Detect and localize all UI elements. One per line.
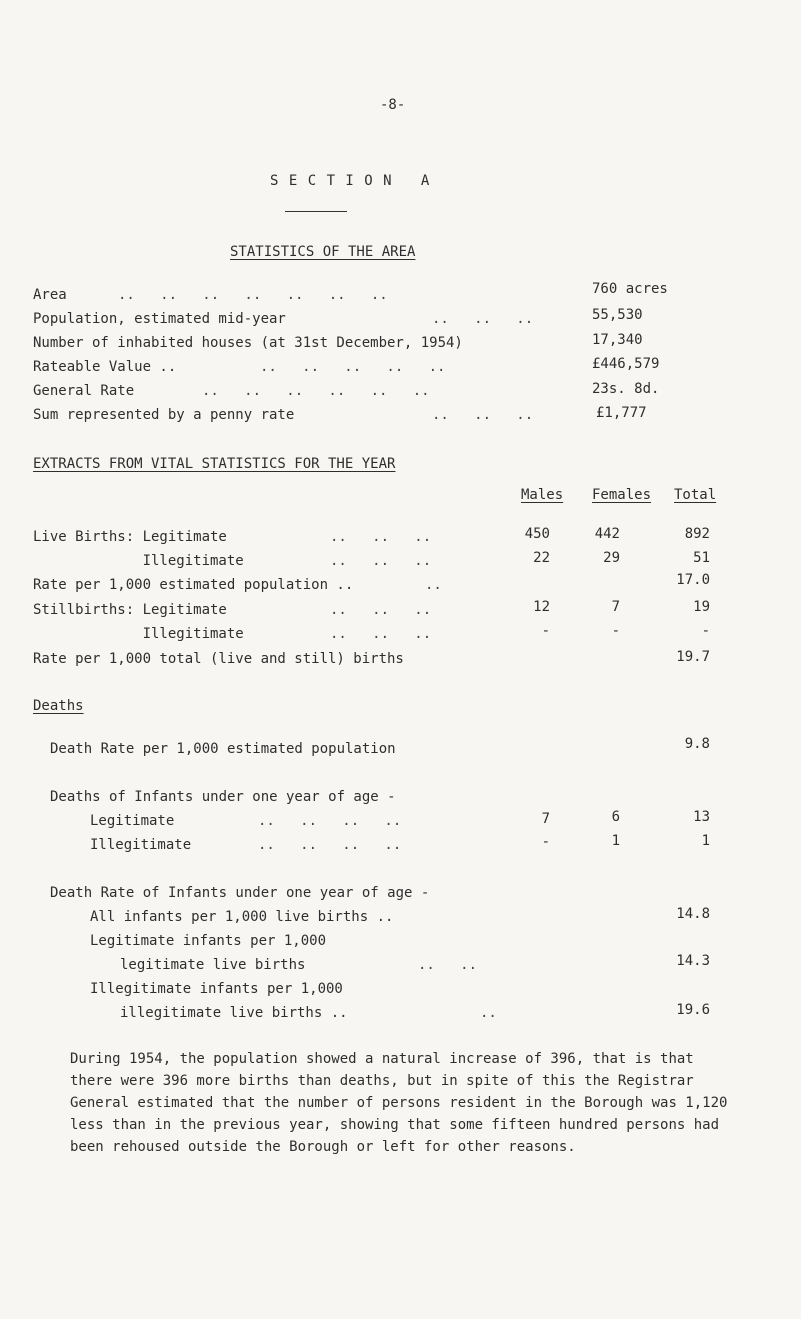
infant-row-males: 7 <box>541 811 550 827</box>
area-dots: .. .. .. .. .. .. .. <box>118 287 388 303</box>
col-total: Total <box>674 487 717 503</box>
infant-row-females: 6 <box>611 809 620 825</box>
rateable-value-label: Rateable Value .. <box>33 359 177 375</box>
births-row-total: 19 <box>693 599 710 615</box>
births-row-label: Illegitimate <box>33 553 244 569</box>
area-label: Area <box>33 287 67 303</box>
births-row-females: 7 <box>611 599 620 615</box>
infant-rate-heading: Death Rate of Infants under one year of age - <box>50 885 430 901</box>
infant-row-label: Legitimate <box>90 813 175 829</box>
births-row-females: 29 <box>603 550 620 566</box>
houses-label: Number of inhabited houses (at 31st December, 1954) <box>33 335 463 351</box>
infant-rate-legit-dots: .. .. <box>418 957 478 973</box>
births-row-dots: .. .. .. <box>330 626 432 642</box>
infant-row-dots: .. .. .. .. <box>258 837 402 853</box>
births-row-label: Illegitimate <box>33 626 244 642</box>
area-value: 760 acres <box>592 281 668 297</box>
births-row-label: Stillbirths: Legitimate <box>33 602 227 618</box>
births-row-females: 442 <box>594 526 620 542</box>
page-number: -8- <box>380 97 406 113</box>
infant-rate-legit-line2: legitimate live births <box>120 957 306 973</box>
infant-row-total: 13 <box>693 809 710 825</box>
houses-value: 17,340 <box>592 332 643 348</box>
births-row-males: - <box>541 623 550 639</box>
infant-row-males: - <box>541 834 550 850</box>
rateable-value: £446,579 <box>592 356 660 372</box>
births-row-label: Rate per 1,000 total (live and still) births <box>33 651 404 667</box>
infant-rate-all-label: All infants per 1,000 live births .. <box>90 909 394 925</box>
col-males: Males <box>521 487 564 503</box>
births-row-label: Live Births: Legitimate <box>33 529 227 545</box>
births-row-males: 450 <box>524 526 550 542</box>
population-value: 55,530 <box>592 307 643 323</box>
births-row-label: Rate per 1,000 estimated population .. <box>33 577 354 593</box>
col-females: Females <box>592 487 652 503</box>
births-row-total: 19.7 <box>676 649 710 665</box>
births-row-females: - <box>611 623 620 639</box>
infant-deaths-heading: Deaths of Infants under one year of age - <box>50 789 396 805</box>
penny-rate-label: Sum represented by a penny rate <box>33 407 295 423</box>
death-rate-label: Death Rate per 1,000 estimated population <box>50 741 396 757</box>
births-row-total: - <box>701 623 710 639</box>
infant-rate-illegit-value: 19.6 <box>676 1002 710 1018</box>
infant-rate-legit-line1: Legitimate infants per 1,000 <box>90 933 327 949</box>
population-label: Population, estimated mid-year <box>33 311 286 327</box>
rateable-value-dots: .. .. .. .. .. <box>260 359 446 375</box>
births-row-males: 22 <box>533 550 550 566</box>
general-rate-value: 23s. 8d. <box>592 381 660 397</box>
general-rate-label: General Rate <box>33 383 135 399</box>
births-row-dots: .. .. .. <box>330 529 432 545</box>
infant-rate-all-value: 14.8 <box>676 906 710 922</box>
infant-rate-illegit-line1: Illegitimate infants per 1,000 <box>90 981 343 997</box>
births-row-males: 12 <box>533 599 550 615</box>
infant-row-females: 1 <box>611 833 620 849</box>
infant-rate-illegit-line2: illegitimate live births .. <box>120 1005 348 1021</box>
infant-row-dots: .. .. .. .. <box>258 813 402 829</box>
section-divider <box>285 211 347 212</box>
infant-row-label: Illegitimate <box>90 837 192 853</box>
infant-rate-illegit-dots: .. <box>480 1005 497 1021</box>
general-rate-dots: .. .. .. .. .. .. <box>202 383 430 399</box>
death-rate-value: 9.8 <box>684 736 710 752</box>
penny-rate-dots: .. .. .. <box>432 407 534 423</box>
infant-rate-legit-value: 14.3 <box>676 953 710 969</box>
infant-row-total: 1 <box>701 833 710 849</box>
vital-heading: EXTRACTS FROM VITAL STATISTICS FOR THE YEAR <box>33 456 396 472</box>
section-title: S E C T I O N A <box>270 173 431 189</box>
births-row-dots: .. <box>425 577 442 593</box>
population-dots: .. .. .. <box>432 311 534 327</box>
closing-paragraph: During 1954, the population showed a natural increase of 396, that is that there were 396 more births than deaths, but in spite of this the Registrar General estimated that the number of persons resident in the Borough was 1,120 less than in the previous year, showing that some fifteen hundred persons had been rehoused outside the Borough or left for other reasons. <box>70 1051 728 1155</box>
births-row-total: 51 <box>693 550 710 566</box>
area-heading: STATISTICS OF THE AREA <box>230 244 416 260</box>
deaths-heading: Deaths <box>33 698 84 714</box>
births-row-dots: .. .. .. <box>330 553 432 569</box>
penny-rate-value: £1,777 <box>596 405 647 421</box>
births-row-dots: .. .. .. <box>330 602 432 618</box>
births-row-total: 17.0 <box>676 572 710 588</box>
births-row-total: 892 <box>684 526 710 542</box>
